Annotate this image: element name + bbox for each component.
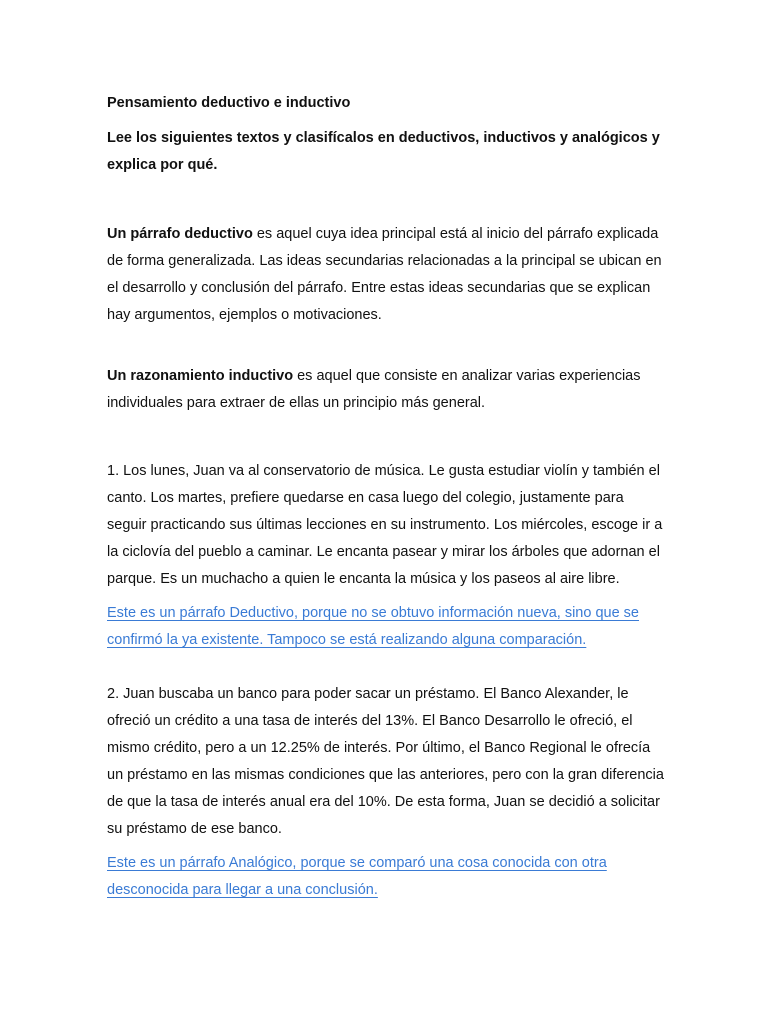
instruction-text: Lee los siguientes textos y clasifícalos en deductivos, inductivos y analógicos y explica por qué. xyxy=(107,130,660,173)
exercise-1-text: 1. Los lunes, Juan va al conservatorio de música. Le gusta estudiar violín y también el canto. Los martes, prefiere quedarse en casa luego del colegio, justamente para seguir practicando sus últimas lecciones en su instrumento. Los miércoles, escoge ir a la ciclovía del pueblo a caminar. Le encanta pasear y mirar los árboles que adornan el parque. Es un muchacho a quien le encanta la música y los paseos al aire libre. xyxy=(107,463,663,587)
definition-text: es aquel cuya idea principal está al inicio del párrafo explicada de forma generalizada. Las ideas secundarias relacionadas a la principal se ubican en el desarrollo y conclusión del párrafo. Entre estas ideas secundarias que se explican hay argumentos, ejemplos o motivaciones. xyxy=(107,226,662,323)
document-page xyxy=(107,90,667,904)
definition-inductive xyxy=(107,363,667,417)
exercise-2-text: 2. Juan buscaba un banco para poder sacar un préstamo. El Banco Alexander, le ofreció un crédito a una tasa de interés del 13%. El Banco Desarrollo le ofreció, el mismo crédito, pero a un 12.25% de interés. Por último, el Banco Regional le ofrecía un préstamo en las mismas condiciones que las anteriores, pero con la gran diferencia de que la tasa de interés anual era del 10%. De esta forma, Juan se decidió a solicitar su préstamo de ese banco. xyxy=(107,686,664,837)
exercise-1-answer-link[interactable]: Este es un párrafo Deductivo, porque no se obtuvo información nueva, sino que se confirmó la ya existente. Tampoco se está realizando alguna comparación. xyxy=(107,605,639,648)
document-title: Pensamiento deductivo e inductivo xyxy=(107,95,351,111)
definition-text: es aquel que consiste en analizar varias experiencias individuales para extraer de ellas un principio más general. xyxy=(107,368,641,411)
exercise-2-answer-link[interactable]: Este es un párrafo Analógico, porque se comparó una cosa conocida con otra desconocida para llegar a una conclusión. xyxy=(107,855,607,898)
definition-term: Un razonamiento inductivo xyxy=(107,368,294,384)
definition-term: Un párrafo deductivo xyxy=(107,226,253,242)
definition-deductive xyxy=(107,221,667,329)
